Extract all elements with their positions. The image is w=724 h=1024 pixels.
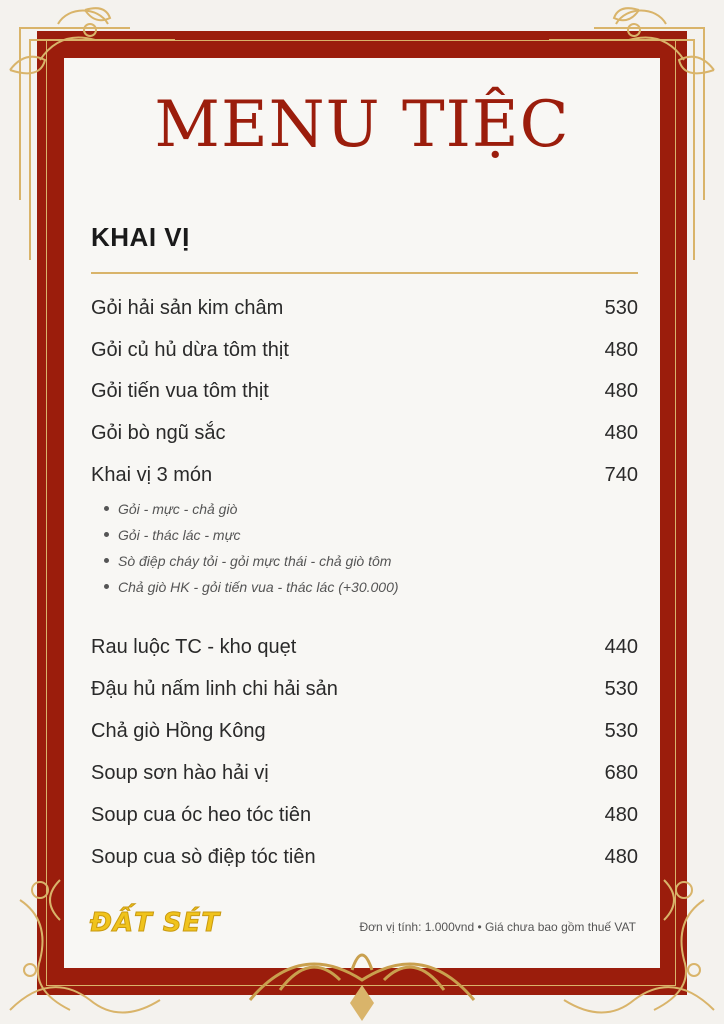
menu-item-price: 440	[604, 635, 638, 658]
combo-option-text: Gỏi - mực - chả giò	[118, 501, 238, 517]
combo-option	[104, 501, 237, 517]
menu-item-name: Gỏi tiến vua tôm thịt	[91, 379, 269, 402]
menu-item-price: 530	[604, 296, 638, 319]
menu-item-name: Soup cua sò điệp tóc tiên	[91, 845, 316, 868]
menu-item	[91, 418, 638, 448]
bullet-icon	[104, 532, 109, 537]
ornament-bottom-center-icon	[240, 930, 484, 1024]
combo-option-text: Chả giò HK - gỏi tiến vua - thác lác (+30.000)	[118, 579, 399, 595]
combo-option	[104, 579, 399, 595]
bullet-icon	[104, 584, 109, 589]
menu-item-price: 530	[604, 677, 638, 700]
menu-item-name: Gỏi hải sản kim châm	[91, 296, 284, 319]
brand-logo: ĐẤT SÉT	[90, 908, 221, 938]
menu-title: MENU TIỆC	[154, 88, 570, 162]
menu-item	[91, 632, 638, 662]
menu-item-name: Gỏi củ hủ dừa tôm thịt	[91, 338, 289, 361]
bullet-icon	[104, 506, 109, 511]
menu-item	[91, 460, 638, 490]
menu-item-price: 480	[604, 338, 638, 361]
ornament-bottom-left-icon	[0, 860, 260, 1024]
bullet-icon	[104, 558, 109, 563]
menu-item-name: Chả giò Hồng Kông	[91, 719, 266, 742]
ornament-bottom-right-icon	[464, 860, 724, 1024]
menu-item-price: 480	[604, 421, 638, 444]
menu-item-name: Đậu hủ nấm linh chi hải sản	[91, 677, 338, 700]
menu-item-price: 740	[604, 463, 638, 486]
menu-item-name: Soup cua óc heo tóc tiên	[91, 803, 312, 826]
section-divider	[91, 272, 638, 274]
combo-option	[104, 527, 240, 543]
combo-option	[104, 553, 391, 569]
menu-item-price: 480	[604, 803, 638, 826]
menu-item	[91, 674, 638, 704]
menu-item-price: 530	[604, 719, 638, 742]
section-title: KHAI VỊ	[91, 222, 190, 252]
menu-item-name: Soup sơn hào hải vị	[91, 761, 269, 784]
menu-item-name: Gỏi bò ngũ sắc	[91, 421, 226, 444]
menu-item-name: Rau luộc TC - kho quẹt	[91, 635, 297, 658]
menu-item	[91, 800, 638, 830]
combo-option-text: Sò điệp cháy tỏi - gỏi mực thái - chả giò tôm	[118, 553, 392, 569]
menu-item-price: 680	[604, 761, 638, 784]
menu-item-price: 480	[604, 379, 638, 402]
menu-item	[91, 842, 638, 872]
menu-item	[91, 758, 638, 788]
footnote: Đơn vị tính: 1.000vnd • Giá chưa bao gồm thuế VAT	[359, 920, 636, 934]
menu-item	[91, 716, 638, 746]
menu-item	[91, 335, 638, 365]
menu-item-name: Khai vị 3 món	[91, 463, 213, 486]
combo-option-text: Gỏi - thác lác - mực	[118, 527, 241, 543]
menu-item-price: 480	[604, 845, 638, 868]
menu-item	[91, 293, 638, 323]
menu-item	[91, 376, 638, 406]
